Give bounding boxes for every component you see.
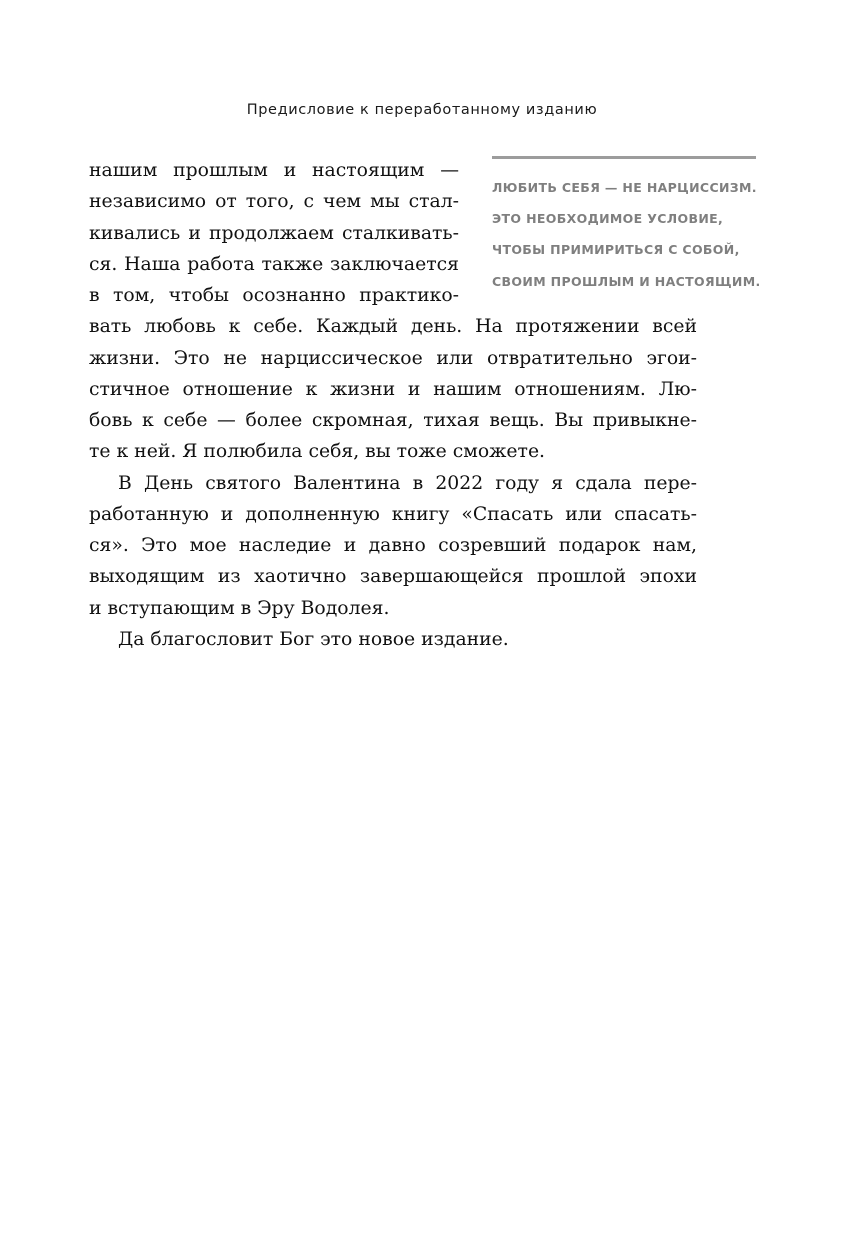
paragraph-first-line: Да благословит Бог это новое издание. <box>118 629 509 650</box>
body-line: работанную и дополненную книгу «Спасать или спасать- <box>89 504 697 525</box>
body-line: жизни. Это не нарциссическое или отвратительно эгои- <box>89 348 697 369</box>
running-header: Предисловие к переработанному изданию <box>246 102 598 118</box>
pull-quote-line: ЭТО НЕОБХОДИМОЕ УСЛОВИЕ, <box>492 211 724 227</box>
pull-quote-line: СВОИМ ПРОШЛЫМ И НАСТОЯЩИМ. <box>492 273 761 289</box>
body-line: и вступающим в Эру Водолея. <box>89 598 390 619</box>
body-line: бовь к себе — более скромная, тихая вещь. Вы привыкне- <box>89 410 697 431</box>
body-line: кивались и продолжаем сталкивать- <box>89 223 459 244</box>
body-line: в том, чтобы осознанно практико- <box>89 285 459 306</box>
pull-quote <box>492 156 761 297</box>
body-line: ся». Это мое наследие и давно созревший подарок нам, <box>89 535 697 556</box>
body-line: стичное отношение к жизни и нашим отношениям. Лю- <box>89 379 697 400</box>
body-line: ся. Наша работа также заключается <box>89 254 459 275</box>
pull-quote-line: ЛЮБИТЬ СЕБЯ — НЕ НАРЦИССИЗМ. <box>492 180 757 195</box>
body-line: вать любовь к себе. Каждый день. На протяжении всей <box>89 316 697 337</box>
body-line: выходящим из хаотично завершающейся прошлой эпохи <box>89 566 697 587</box>
pull-quote-line: ЧТОБЫ ПРИМИРИТЬСЯ С СОБОЙ, <box>492 242 740 258</box>
body-line: те к ней. Я полюбила себя, вы тоже сможете. <box>89 441 546 462</box>
body-line: нашим прошлым и настоящим — <box>89 160 459 181</box>
body-line: независимо от того, с чем мы стал- <box>89 191 459 212</box>
paragraph-first-line: В День святого Валентина в 2022 году я сдала пере- <box>118 473 697 494</box>
